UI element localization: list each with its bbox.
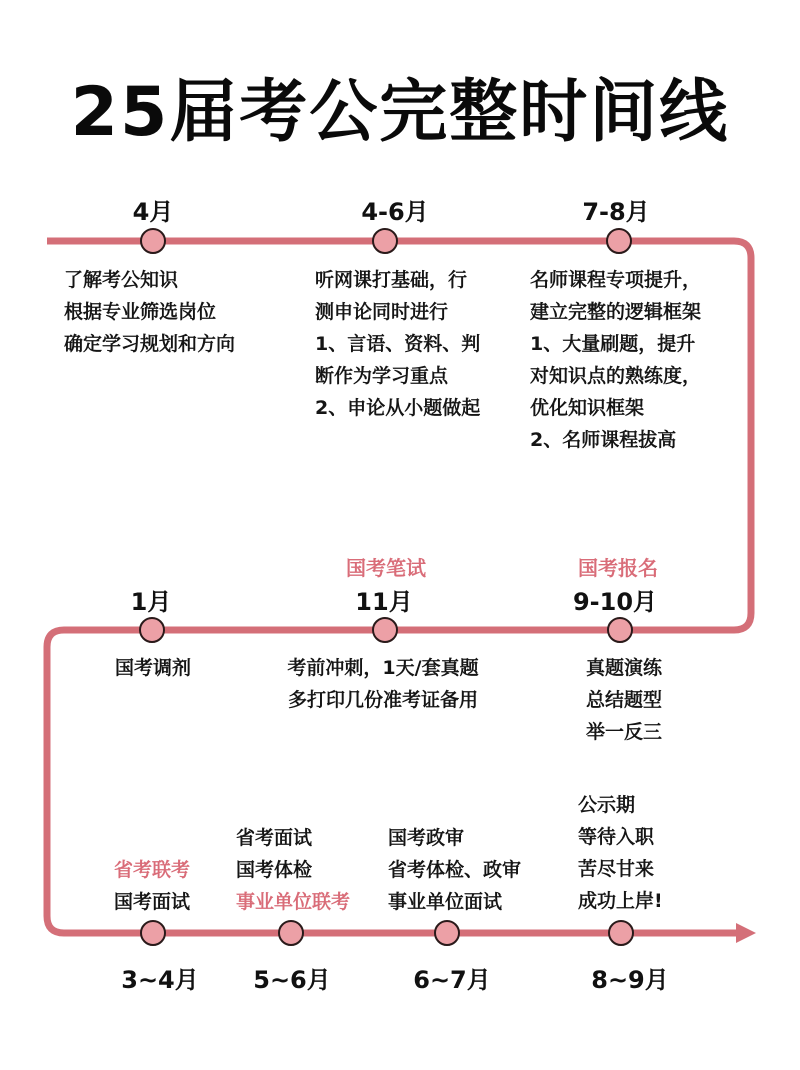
timeline-node xyxy=(609,921,633,945)
timeline-node xyxy=(373,229,397,253)
timeline-node xyxy=(141,229,165,253)
milestone-desc: 国考政审 省考体检、政审 事业单位面试 xyxy=(388,827,522,913)
milestone-tag: 国考报名 xyxy=(578,556,658,580)
milestone-time: 3~4月 xyxy=(121,966,199,994)
milestone-time: 8~9月 xyxy=(591,966,669,994)
timeline-node xyxy=(279,921,303,945)
milestone-desc: 听网课打基础，行 测申论同时进行 1、言语、资料、判 断作为学习重点 2、申论从小题做起 xyxy=(315,269,481,419)
arrow-head-icon xyxy=(736,923,756,943)
milestone-time: 9-10月 xyxy=(572,588,658,616)
milestone-time: 6~7月 xyxy=(413,966,491,994)
milestone-desc: 公示期 等待入职 苦尽甘来 成功上岸! xyxy=(578,794,663,912)
milestone-time: 5~6月 xyxy=(253,966,331,994)
milestone-desc: 考前冲刺，1天/套真题 多打印几份准考证备用 xyxy=(287,657,479,711)
timeline-node xyxy=(607,229,631,253)
milestone-desc: 国考调剂 xyxy=(114,657,192,679)
milestone-desc: 名师课程专项提升， 建立完整的逻辑框架 1、大量刷题，提升 对知识点的熟练度， 优化知识框架 2、名师课程拔高 xyxy=(530,269,702,451)
milestone-time: 4-6月 xyxy=(361,198,429,226)
timeline-node xyxy=(373,618,397,642)
milestone-desc: 省考面试 国考体检 事业单位联考 xyxy=(236,827,351,913)
milestone-tag: 国考笔试 xyxy=(346,556,426,580)
timeline-node xyxy=(141,921,165,945)
milestone-time: 1月 xyxy=(130,588,172,616)
milestone-time: 11月 xyxy=(355,588,413,616)
timeline-node xyxy=(435,921,459,945)
milestone-desc: 了解考公知识 根据专业筛选岗位 确定学习规划和方向 xyxy=(64,269,236,355)
page-title: 25届考公完整时间线 xyxy=(70,73,730,152)
timeline-node xyxy=(140,618,164,642)
milestone-desc: 省考联考 国考面试 xyxy=(113,859,191,913)
timeline-node xyxy=(608,618,632,642)
milestone-time: 4月 xyxy=(132,198,174,226)
milestone-desc: 真题演练 总结题型 举一反三 xyxy=(585,657,663,743)
milestone-time: 7-8月 xyxy=(582,198,650,226)
